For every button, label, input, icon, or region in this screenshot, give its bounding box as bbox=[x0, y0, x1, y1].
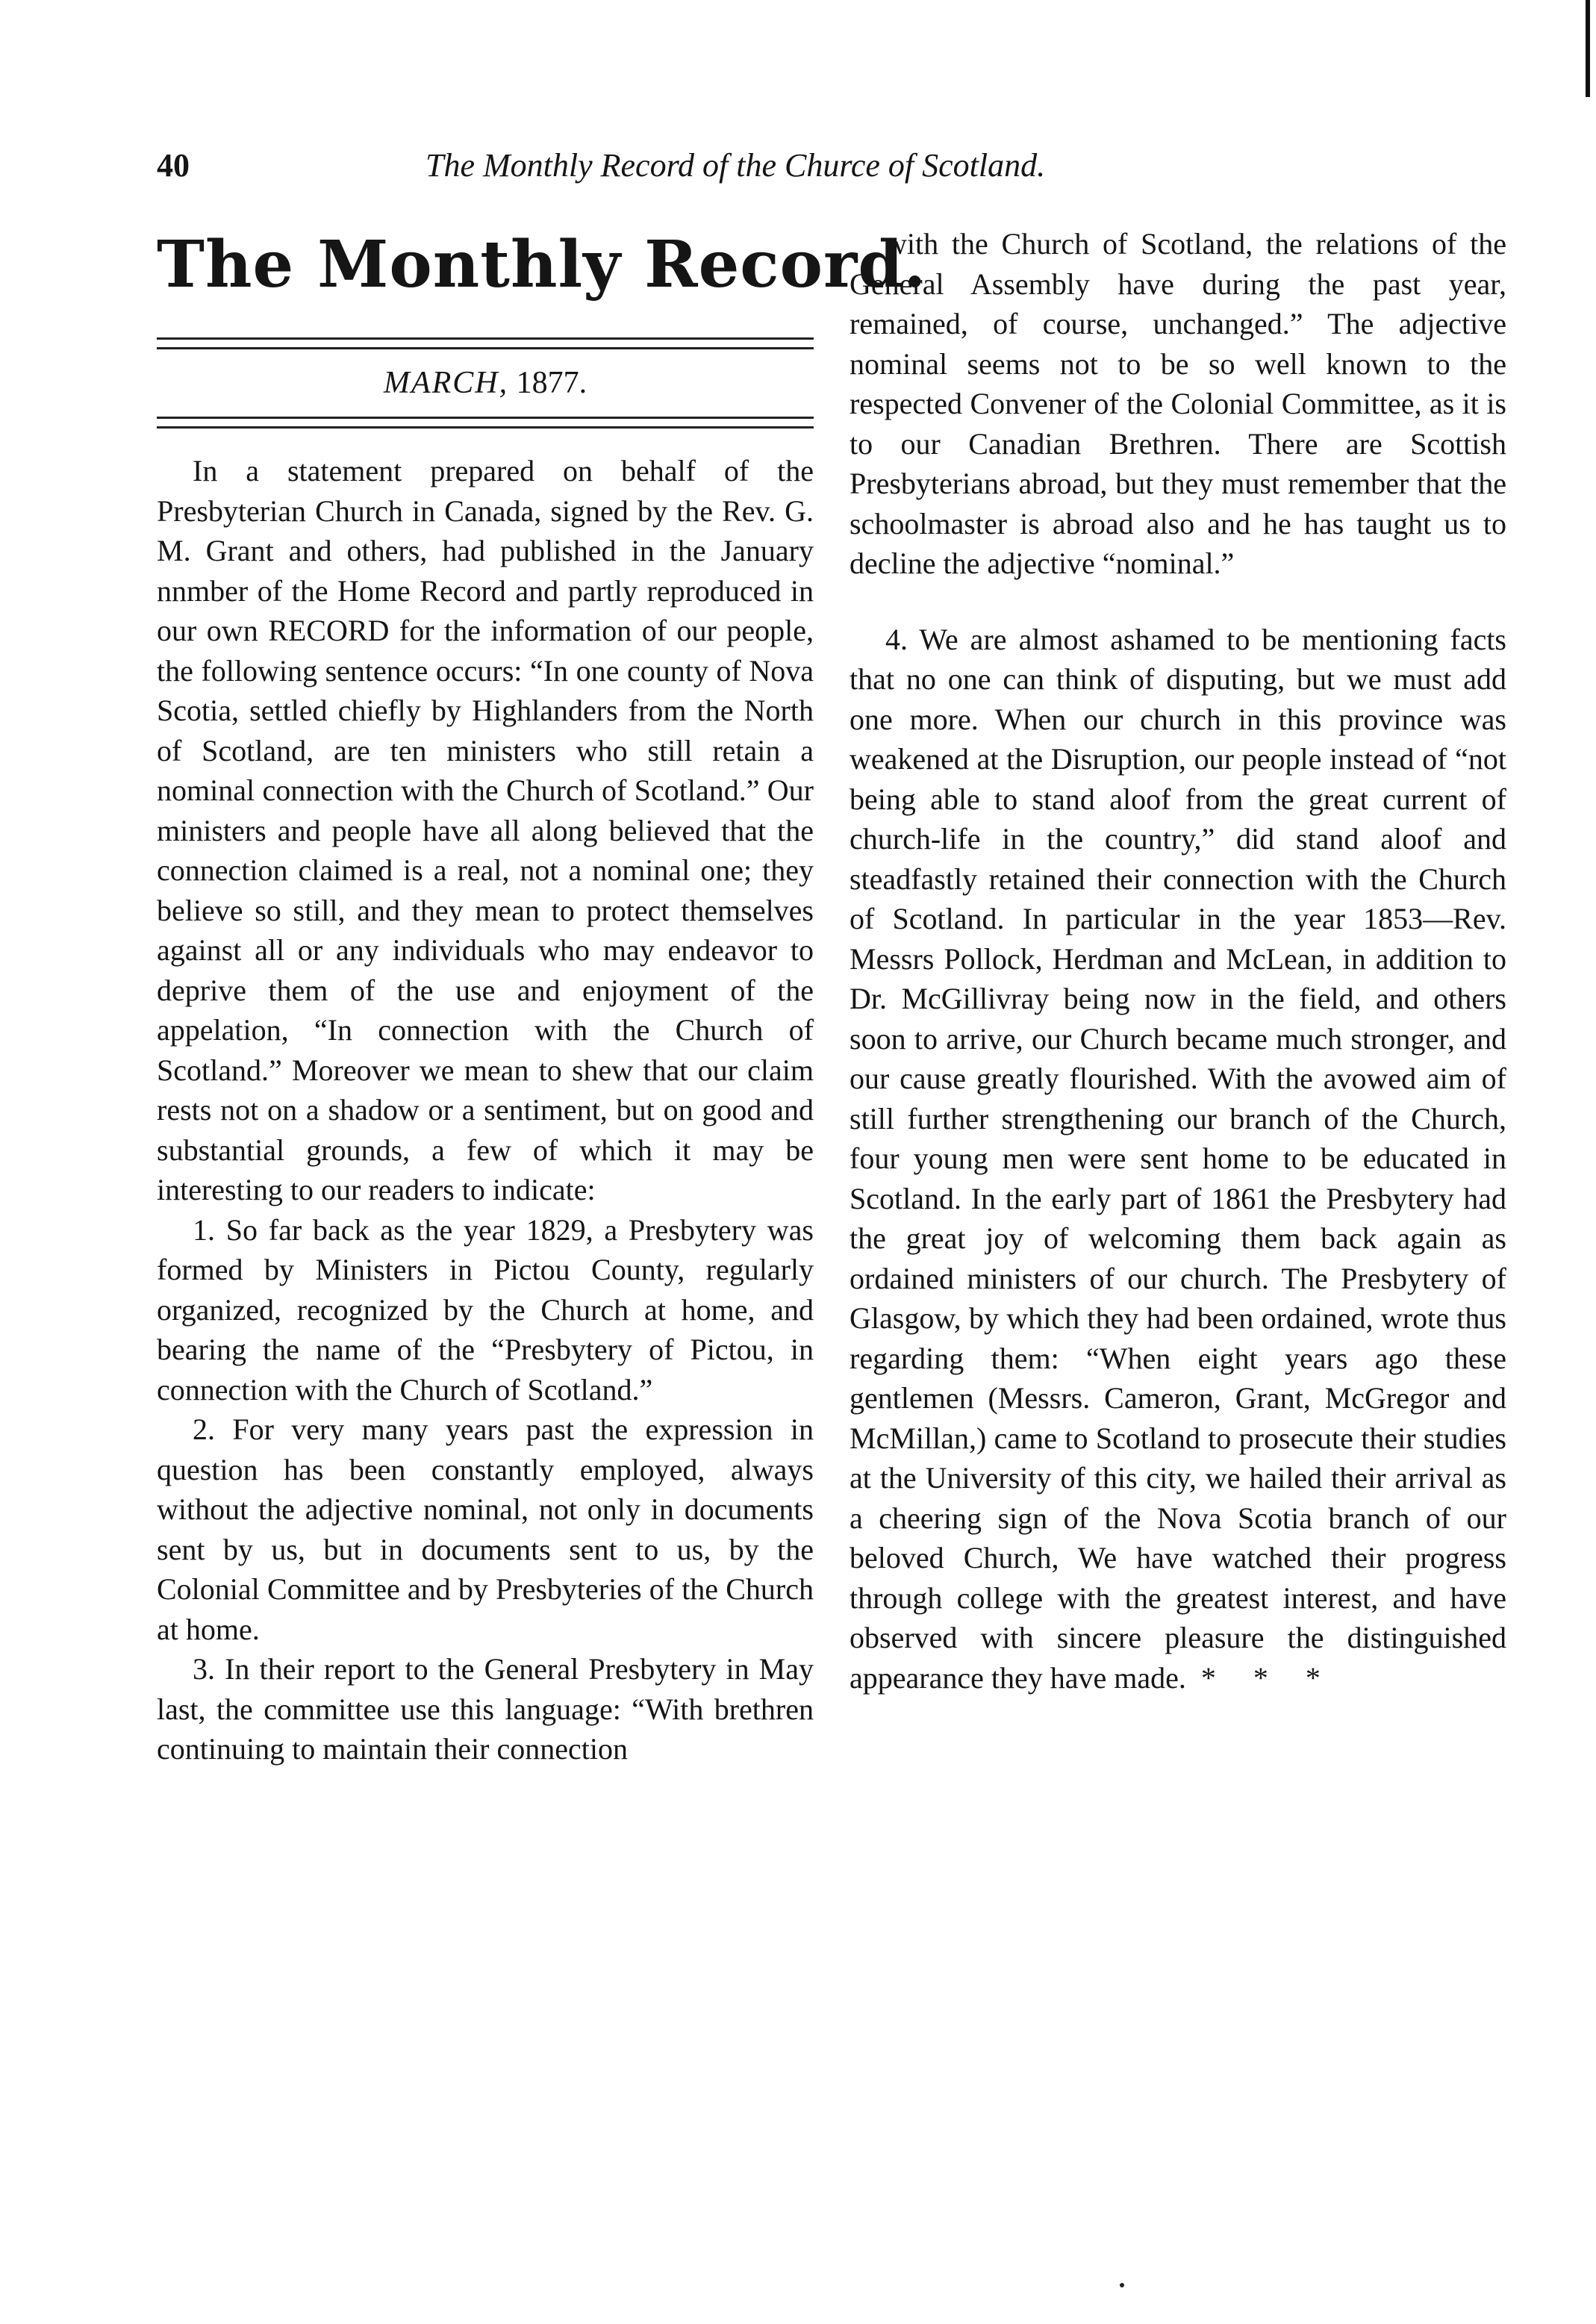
dateline bbox=[157, 349, 814, 417]
dateline-year: 1877. bbox=[516, 366, 587, 400]
page-edge-line bbox=[1586, 0, 1590, 97]
masthead-title: The Monthly Record. bbox=[157, 227, 927, 302]
dateline-month: MARCH, bbox=[383, 366, 509, 400]
left-column bbox=[157, 224, 927, 1769]
article-paragraph: In a statement prepared on behalf of the Presbyterian Church in Canada, signed by the Rev. G. M. Grant and others, had published in the January nnmber of the Home Record and partly reproduced in our own RECORD for the information of our people, the following sentence occurs: “In one county of Nova Scotia, settled chiefly by Highlanders from the North of Scotland, are ten ministers who still retain a nominal connection with the Church of Scotland.” Our ministers and people have all along believed that the connection claimed is a real, not a nominal one; they believe so still, and they mean to protect themselves against all or any individuals who may endeavor to deprive them of the use and enjoyment of the appelation, “In connection with the Church of Scotland.” Moreover we mean to shew that our claim rests not on a shadow or a sentiment, but on good and substantial grounds, a few of which it may be interesting to our readers to indicate: bbox=[157, 454, 814, 1206]
right-column bbox=[850, 224, 1506, 1698]
page-number: 40 bbox=[157, 147, 190, 184]
article-paragraph: 1. So far back as the year 1829, a Presbytery was formed by Ministers in Pictou County, regularly organized, recognized by the Church at home, and bearing the name of the “Presbytery of Pictou, in connection with the Church of Scotland.” bbox=[157, 1212, 814, 1406]
running-head: The Monthly Record of the Churce of Scotland. bbox=[426, 147, 1046, 184]
page-header bbox=[157, 146, 1486, 199]
closing-asterisks: * * * bbox=[1200, 1660, 1335, 1695]
masthead-rule-bottom bbox=[157, 417, 814, 429]
masthead-rule-top bbox=[157, 337, 814, 349]
page-footer-dot bbox=[1120, 2283, 1124, 2287]
article-paragraph: 2. For very many years past the expression in question has been constantly employed, always without the adjective nominal, not only in documents sent by us, but in documents sent to us, by the Colonial Committee and by Presbyteries of the Church at home. bbox=[157, 1412, 814, 1646]
article-paragraph-last bbox=[850, 620, 1506, 1698]
article-paragraph: 3. In their report to the General Presbytery in May last, the committee use this language: “With brethren continuing to maintain their connection bbox=[157, 1652, 814, 1766]
article-paragraph-text: 4. We are almost ashamed to be mentioning facts that no one can think of disputing, but we must add one more. When our church in this province was weakened at the Disruption, our people instead of “not being able to stand aloof from the great current of church-life in the country,” did stand aloof and steadfastly retained their connection with the Church of Scotland. In particular in the year 1853—Rev. Messrs Pollock, Herdman and McLean, in addition to Dr. McGillivray being now in the field, and others soon to arrive, our Church became much stronger, and our cause greatly flourished. With the avowed aim of still further strengthening our branch of the Church, four young men were sent home to be educated in Scotland. In the early part of 1861 the Presbytery had the great joy of welcoming them back again as ordained ministers of our church. The Presbytery of Glasgow, by which they had been ordained, wrote thus regarding them: “When eight years ago these gentlemen (Messrs. Cameron, Grant, McGregor and McMillan,) came to Scotland to prosecute their studies at the University of this city, we hailed their arrival as a cheering sign of the Nova Scotia branch of our beloved Church, We have watched their progress through college with the greatest interest, and have observed with sincere pleasure the distinguished appearance they have made. bbox=[850, 622, 1506, 1695]
article-paragraph: with the Church of Scotland, the relations of the General Assembly have during the past year, remained, of course, unchanged.” The adjective nominal seems not to be so well known to the respected Convener of the Colonial Committee, as it is to our Canadian Brethren. There are Scottish Presbyterians abroad, but they must remember that the schoolmaster is abroad also and he has taught us to decline the adjective “nominal.” bbox=[850, 227, 1506, 580]
